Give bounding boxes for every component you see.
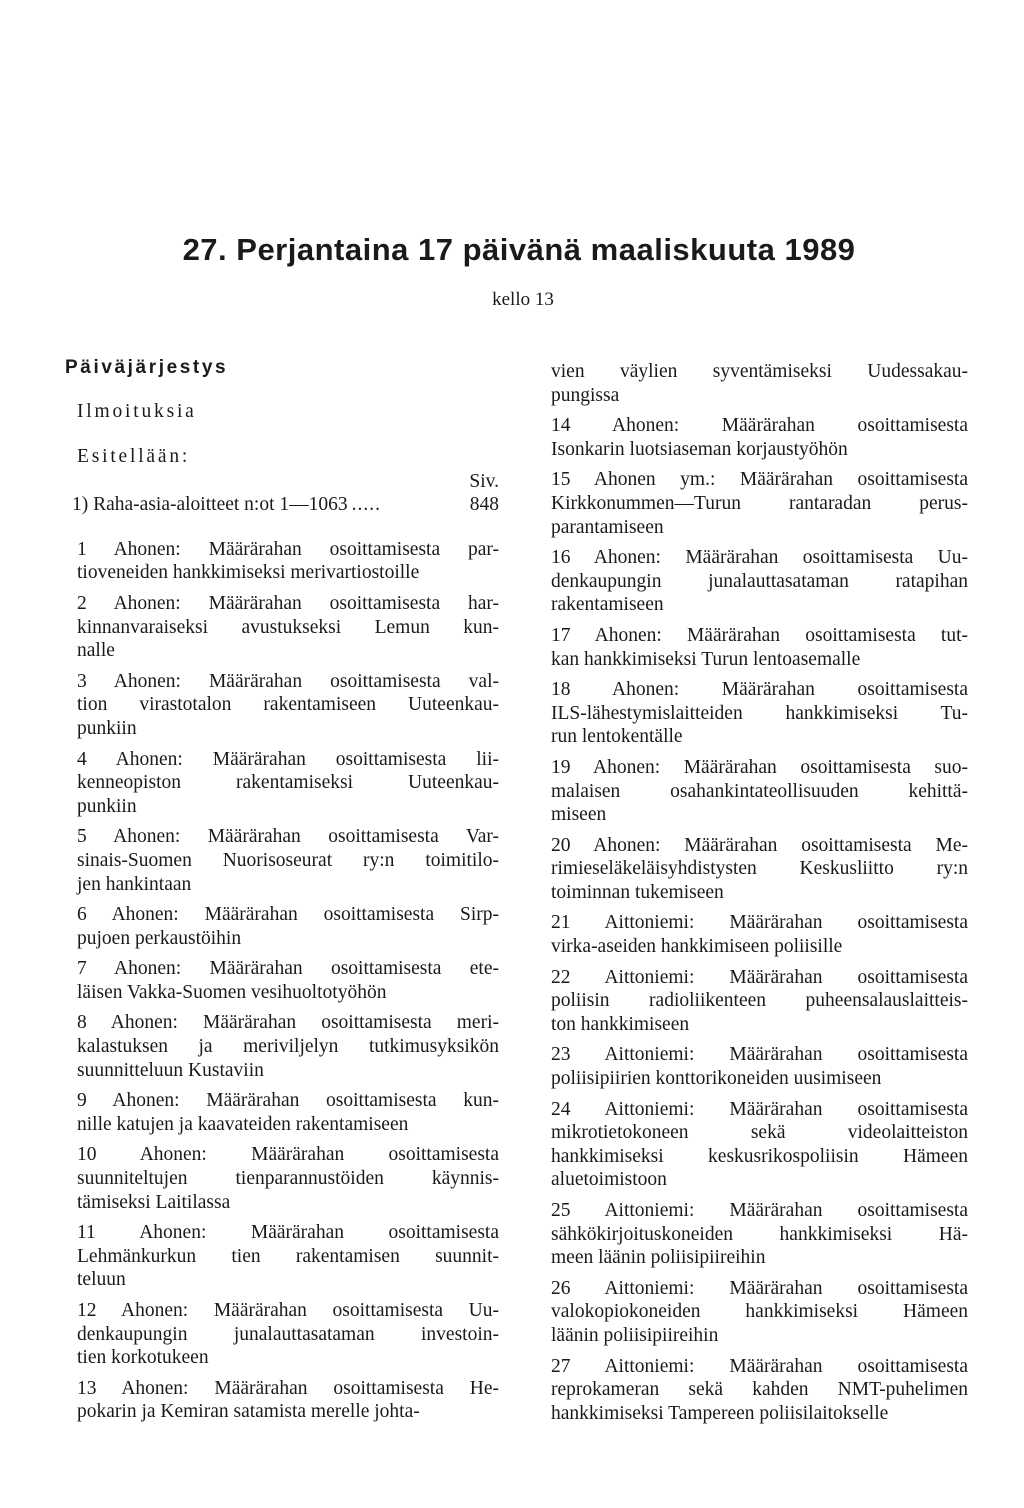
motion-line: virka-aseiden hankkimiseen poliisille	[551, 936, 843, 958]
motion-line: parantamiseen	[551, 516, 664, 538]
motion-item	[551, 414, 968, 461]
motion-item	[77, 1089, 499, 1136]
notices-heading: Ilmoituksia	[77, 401, 197, 422]
agenda-item-leader: .....	[351, 494, 382, 516]
motion-line: 21 Aittoniemi: Määrärahan osoittamisesta	[551, 912, 968, 934]
motion-line: suunnitteluun Kustaviin	[77, 1059, 264, 1081]
motion-line: toiminnan tukemiseen	[551, 881, 724, 903]
motion-item	[551, 966, 968, 1037]
motion-line: 20 Ahonen: Määrärahan osoittamisesta Me-	[551, 834, 968, 856]
motion-line: ILS-lähestymislaitteiden hankkimiseksi Tu-	[551, 702, 968, 724]
motion-line: suunniteltujen tienparannustöiden käynnis-	[77, 1168, 499, 1190]
motion-line: sinais-Suomen Nuorisoseurat ry:n toimitilo-	[77, 849, 499, 871]
motion-line: run lentokentälle	[551, 726, 683, 748]
motion-continuation	[551, 360, 968, 407]
motion-line: nille katujen ja kaavateiden rakentamiseen	[77, 1113, 409, 1135]
motion-item	[77, 538, 499, 585]
motion-line: sähkökirjoituskoneiden hankkimiseksi Hä-	[551, 1223, 968, 1245]
motion-line: 2 Ahonen: Määrärahan osoittamisesta har-	[77, 592, 499, 614]
page-title: 27. Perjantaina 17 päivänä maaliskuuta 1989	[182, 232, 856, 267]
motion-line: 12 Ahonen: Määrärahan osoittamisesta Uu-	[77, 1300, 499, 1321]
motion-line: kan hankkimiseksi Turun lentoasemalle	[551, 648, 861, 670]
agenda-item-label: 1) Raha-asia-aloitteet n:ot 1—1063	[72, 494, 348, 516]
motion-item	[77, 1299, 499, 1370]
motion-item	[77, 748, 499, 819]
motion-item	[77, 1011, 499, 1082]
motion-item	[551, 1355, 968, 1426]
motion-item	[77, 670, 499, 741]
motion-item	[551, 468, 968, 539]
motion-item	[551, 546, 968, 617]
motion-line: 15 Ahonen ym.: Määrärahan osoittamisesta	[551, 469, 968, 491]
motion-line: kenneopiston rakentamiseksi Uuteenkau-	[77, 772, 499, 794]
motion-item	[551, 624, 968, 671]
motion-line: pujoen perkaustöihin	[77, 927, 242, 949]
motion-line: 19 Ahonen: Määrärahan osoittamisesta suo-	[551, 756, 968, 778]
motion-item	[551, 911, 968, 958]
motion-line: malaisen osahankintateollisuuden kehittä-	[551, 780, 968, 802]
motion-line: denkaupungin junalauttasataman investoin-	[77, 1323, 499, 1345]
motion-line: nalle	[77, 640, 115, 662]
motion-line: reprokameran sekä kahden NMT-puhelimen	[551, 1379, 968, 1401]
motion-line: valokopiokoneiden hankkimiseksi Hämeen	[551, 1301, 968, 1323]
motion-item	[77, 1221, 499, 1292]
motion-list-left	[77, 538, 499, 1424]
motion-line: ton hankkimiseen	[551, 1013, 690, 1035]
motion-list-right	[551, 414, 968, 1425]
motion-line: 1 Ahonen: Määrärahan osoittamisesta par-	[77, 538, 499, 560]
motion-line: 17 Ahonen: Määrärahan osoittamisesta tut-	[551, 624, 968, 646]
motion-item	[551, 756, 968, 827]
motion-line: vien väylien syventämiseksi Uudessakau-	[551, 361, 968, 382]
introduced-heading: Esitellään:	[77, 445, 191, 467]
motion-line: 6 Ahonen: Määrärahan osoittamisesta Sirp-	[77, 904, 499, 926]
motion-line: punkiin	[77, 717, 137, 739]
motion-line: 3 Ahonen: Määrärahan osoittamisesta val-	[77, 670, 499, 692]
motion-line: hankkimiseksi Tampereen poliisilaitokselle	[551, 1402, 889, 1424]
motion-line: teluun	[77, 1269, 126, 1291]
motion-line: 22 Aittoniemi: Määrärahan osoittamisesta	[551, 966, 968, 988]
motion-line: kalastuksen ja meriviljelyn tutkimusyksikön	[77, 1036, 499, 1058]
motion-line: 24 Aittoniemi: Määrärahan osoittamisesta	[551, 1098, 968, 1120]
motion-line: 27 Aittoniemi: Määrärahan osoittamisesta	[551, 1355, 968, 1377]
motion-line: 26 Aittoniemi: Määrärahan osoittamisesta	[551, 1277, 968, 1299]
motion-line: Kirkkonummen—Turun rantaradan perus-	[551, 492, 968, 514]
motion-item	[551, 1277, 968, 1348]
motion-line: Lehmänkurkun tien rakentamisen suunnit-	[77, 1245, 499, 1267]
motion-item	[551, 1043, 968, 1090]
motion-item	[77, 1377, 499, 1424]
motion-line: 4 Ahonen: Määrärahan osoittamisesta lii-	[77, 748, 499, 770]
motion-line: tien korkotukeen	[77, 1347, 209, 1369]
page-subtitle: kello 13	[492, 289, 554, 310]
motion-line: 13 Ahonen: Määrärahan osoittamisesta He-	[77, 1377, 499, 1399]
motion-line: pungissa	[551, 384, 620, 406]
motion-line: 8 Ahonen: Määrärahan osoittamisesta meri-	[77, 1012, 499, 1034]
motion-line: pokarin ja Kemiran satamista merelle johta-	[77, 1401, 420, 1423]
motion-item	[551, 1098, 968, 1192]
motion-line: 16 Ahonen: Määrärahan osoittamisesta Uu-	[551, 547, 968, 569]
motion-line: 10 Ahonen: Määrärahan osoittamisesta	[77, 1144, 499, 1166]
motion-line: 18 Ahonen: Määrärahan osoittamisesta	[551, 679, 968, 701]
motion-line: punkiin	[77, 795, 137, 817]
motion-line: 5 Ahonen: Määrärahan osoittamisesta Var-	[77, 826, 499, 848]
motion-line: 7 Ahonen: Määrärahan osoittamisesta ete-	[77, 958, 499, 980]
motion-line: tion virastotalon rakentamiseen Uuteenkau-	[77, 694, 499, 716]
motion-line: 14 Ahonen: Määrärahan osoittamisesta	[551, 415, 968, 437]
motion-item	[77, 592, 499, 663]
motion-item	[551, 834, 968, 905]
motion-line: läänin poliisipiireihin	[551, 1324, 719, 1346]
motion-item	[77, 1143, 499, 1214]
left-column	[65, 356, 499, 1431]
motion-line: denkaupungin junalauttasataman ratapihan	[551, 570, 968, 592]
motion-line: 23 Aittoniemi: Määrärahan osoittamisesta	[551, 1044, 968, 1066]
motion-line: poliisin radioliikenteen puheensalauslaitteis-	[551, 990, 968, 1012]
agenda-heading: Päiväjärjestys	[65, 357, 229, 378]
motion-line: kinnanvaraiseksi avustukseksi Lemun kun-	[77, 616, 499, 638]
right-column	[551, 360, 968, 1432]
motion-line: 11 Ahonen: Määrärahan osoittamisesta	[77, 1222, 499, 1244]
agenda-item-page: 848	[469, 494, 499, 516]
motion-item	[77, 903, 499, 950]
page-column-label: Siv.	[469, 471, 499, 493]
motion-line: poliisipiirien konttorikoneiden uusimiseen	[551, 1068, 882, 1090]
motion-line: läisen Vakka-Suomen vesihuoltotyöhön	[77, 981, 387, 1003]
motion-line: tioveneiden hankkimiseksi merivartiostoille	[77, 562, 420, 584]
motion-item	[77, 825, 499, 896]
motion-line: 25 Aittoniemi: Määrärahan osoittamisesta	[551, 1200, 968, 1221]
motion-line: Isonkarin luotsiaseman korjaustyöhön	[551, 438, 848, 460]
motion-item	[551, 678, 968, 749]
motion-line: meen läänin poliisipiireihin	[551, 1247, 766, 1269]
motion-line: miseen	[551, 804, 607, 826]
motion-line: tämiseksi Laitilassa	[77, 1191, 231, 1213]
motion-line: jen hankintaan	[77, 873, 192, 895]
motion-line: aluetoimistoon	[551, 1169, 667, 1191]
motion-line: rimieseläkeläisyhdistysten Keskusliitto ry:n	[551, 858, 968, 880]
motion-line: rakentamiseen	[551, 594, 664, 616]
agenda-item	[72, 493, 499, 517]
motion-item	[77, 957, 499, 1004]
motion-line: hankkimiseksi keskusrikospoliisin Hämeen	[551, 1145, 968, 1167]
motion-line: 9 Ahonen: Määrärahan osoittamisesta kun-	[77, 1090, 499, 1112]
motion-line: mikrotietokoneen sekä videolaitteiston	[551, 1122, 968, 1144]
motion-item	[551, 1199, 968, 1270]
